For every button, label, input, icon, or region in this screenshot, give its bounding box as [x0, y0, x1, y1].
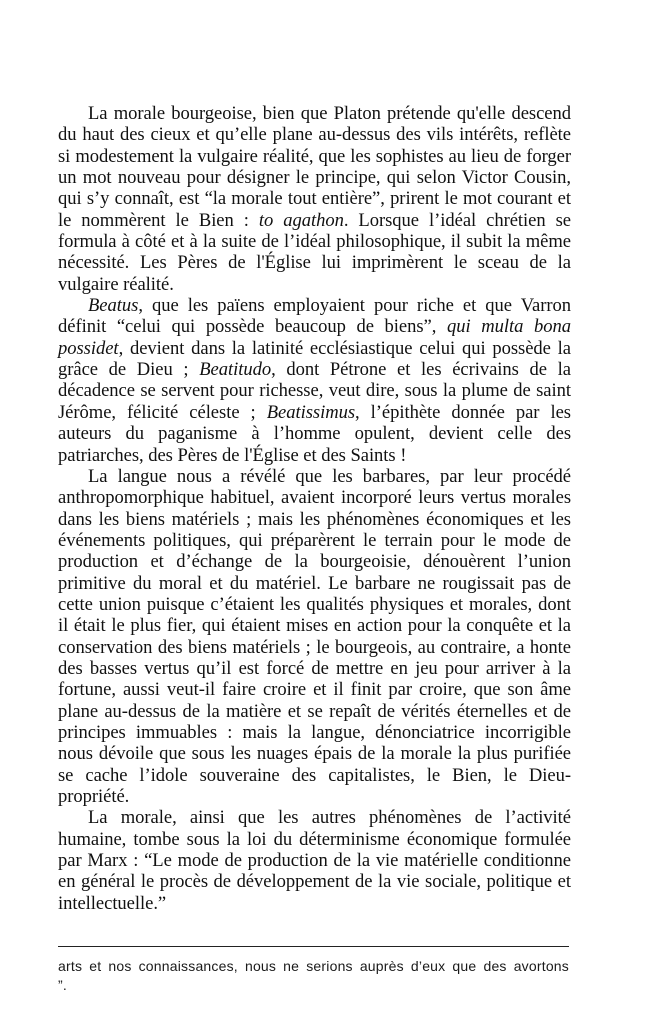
- text-segment: , l’épithète donnée par les auteurs du paganisme à l’homme opulent, devient celle des patriarches, des Pères de l'Église et des Saints !: [58, 401, 571, 466]
- italic-term: Beatitudo: [199, 359, 272, 381]
- footnote-divider: [58, 946, 569, 947]
- paragraph-langue-barbares: [58, 466, 571, 808]
- paragraph-morale-marx: [58, 807, 571, 914]
- italic-term: Beatissimus: [266, 401, 356, 423]
- text-segment: La langue nous a révélé que les barbares, par leur procédé anthropomorphique habituel, avaient incorporé leurs vertus morales dans les biens matériels ; mais les phénomènes économiques et les événements politiques, qui préparèrent le terrain pour le mode de production et d’échange de la bourgeoisie, dénouèrent l’union primitive du moral et du matériel. Le barbare ne rougissait pas de cette union puisque c’étaient les qualités physiques et morales, dont il était le plus fier, qui étaient mises en action pour la conquête et la conservation des biens matériels ; le bourgeois, au contraire, a honte des basses vertus qu’il est forcé de mettre en jeu pour arriver à la fortune, aussi veut-il faire croire et il finit par croire, que son âme plane au-dessus de la matière et se repaît de vérités éternelles et de principes immuables : mais la langue, dénonciatrice incorrigible nous dévoile que sous les nuages épais de la morale la plus purifiée se cache l’idole souveraine des capitalistes, le Bien, le Dieu- propriété.: [58, 465, 571, 807]
- italic-term: Beatus: [88, 295, 139, 317]
- footnote-text: arts et nos connaissances, nous ne serions auprès d’eux que des avortons ”.: [58, 958, 569, 993]
- text-segment: . Lorsque l’idéal chrétien se formula à côté et à la suite de l’idéal philosophique, il subit la même nécessité. Les Pères de l'Église lui imprimèrent le sceau de la vulgaire réalité.: [58, 209, 571, 295]
- text-segment: , que les païens employaient pour riche et que Varron définit “celui qui possède beaucoup de biens”,: [58, 295, 571, 338]
- text-segment: La morale bourgeoise, bien que Platon prétende qu'elle descend du haut des cieux et qu’elle plane au-dessus des vils intérêts, reflète si modestement la vulgaire réalité, que les sophistes au lieu de forger un mot nouveau pour désigner le principe, qui selon Victor Cousin, qui s’y connaît, est “la morale tout entière”, prirent le mot courant et le nommèrent le Bien :: [58, 103, 571, 231]
- text-segment: , dont Pétrone et les écrivains de la décadence se servent pour richesse, veut dire, sous la plume de saint Jérôme, félicité céleste ;: [58, 359, 571, 423]
- paragraph-morale-bourgeoise: [58, 103, 571, 295]
- document-body: [58, 103, 571, 914]
- italic-term: to agathon: [258, 209, 344, 231]
- paragraph-beatus: [58, 295, 571, 466]
- italic-term: qui multa bona possidet: [58, 316, 571, 359]
- text-segment: , devient dans la latinité ecclésiastique celui qui possède la grâce de Dieu ;: [58, 337, 571, 381]
- text-segment: La morale, ainsi que les autres phénomènes de l’activité humaine, tombe sous la loi du déterminisme économique formulée par Marx : “Le mode de production de la vie matérielle conditionne en général le procès de développement de la vie sociale, politique et intellectuelle.”: [58, 807, 571, 914]
